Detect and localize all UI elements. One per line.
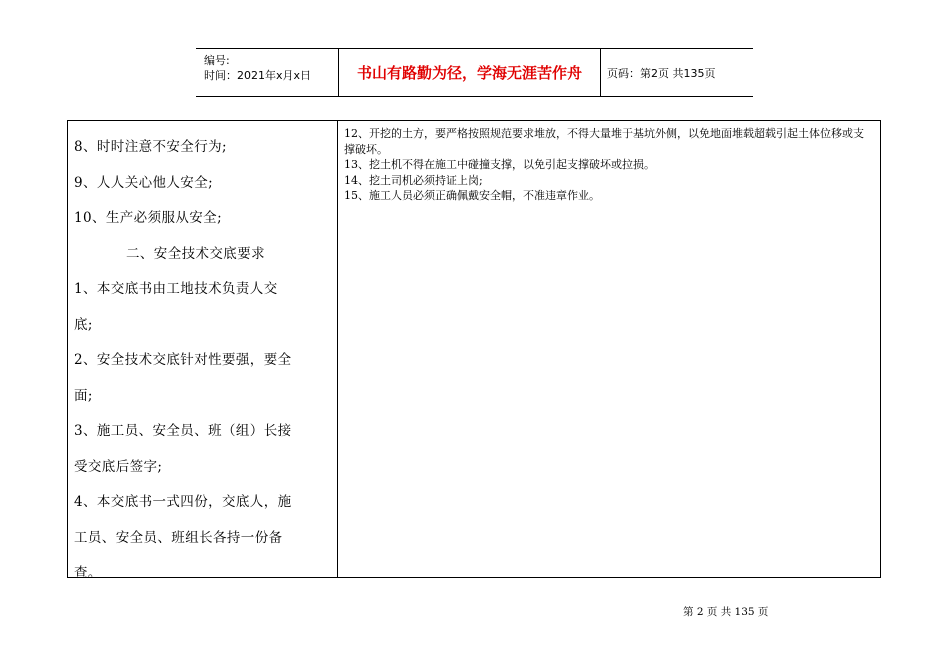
page-footer: 第 2 页 共 135 页 xyxy=(683,606,769,618)
page-header xyxy=(196,48,753,97)
list-item: 4、本交底书一式四份，交底人，施 xyxy=(74,494,292,510)
list-item: 底; xyxy=(74,316,93,333)
header-meta xyxy=(196,49,339,96)
list-item: 1、本交底书由工地技术负责人交 xyxy=(74,281,278,297)
list-item: 14、挖土司机必须持证上岗; xyxy=(344,173,483,187)
list-item: 9、人人关心他人安全; xyxy=(74,174,214,191)
list-item: 13、挖土机不得在施工中碰撞支撑，以免引起支撑破坏或拉损。 xyxy=(344,158,655,171)
list-item: 2、安全技术交底针对性要强，要全 xyxy=(74,352,292,368)
list-item: 面; xyxy=(74,387,93,404)
list-item: 8、时时注意不安全行为; xyxy=(74,139,227,155)
content-table xyxy=(67,120,881,581)
left-column xyxy=(68,121,338,581)
list-item: 10、生产必须服从安全; xyxy=(74,210,223,226)
page-label: 页码：第2页 共135页 xyxy=(607,66,716,80)
list-item: 工员、安全员、班组长各持一份备 xyxy=(74,529,283,546)
list-item: 15、施工人员必须正确佩戴安全帽，不准违章作业。 xyxy=(344,189,600,202)
list-item: 12、开挖的土方，要严格按照规范要求堆放，不得大量堆于基坑外侧，以免地面堆载超载引起土体位移或支撑破坏。 xyxy=(344,127,864,156)
section-heading: 二、安全技术交底要求 xyxy=(126,245,265,262)
header-page xyxy=(601,49,753,96)
list-item: 3、施工员、安全员、班（组）长接 xyxy=(74,423,292,439)
list-item: 查。 xyxy=(74,565,102,581)
code-label: 编号: xyxy=(204,54,230,67)
list-item: 受交底后签字; xyxy=(74,458,163,475)
right-column xyxy=(338,121,880,577)
time-label: 时间：2021年x月x日 xyxy=(204,69,312,82)
header-slogan: 书山有路勤为径，学海无涯苦作舟 xyxy=(339,49,601,96)
